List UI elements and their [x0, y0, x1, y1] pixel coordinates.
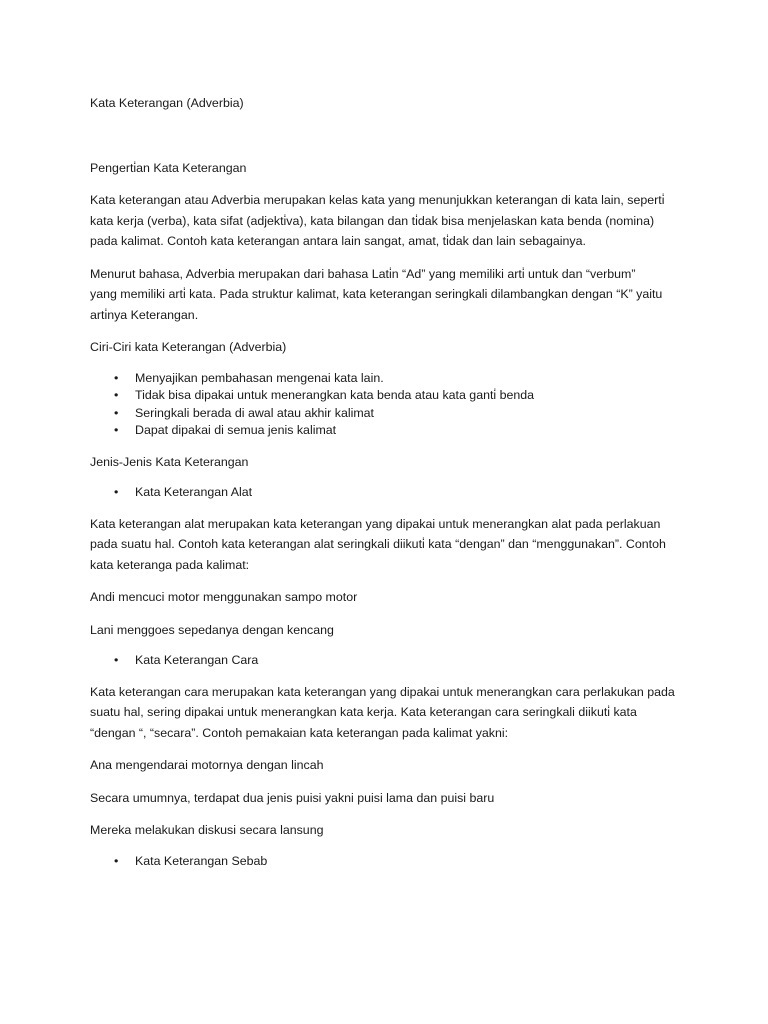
example-alat-2: Lani menggoes sepedanya dengan kencang: [90, 622, 334, 637]
list-item: [90, 405, 708, 423]
paragraph-pengertian: [90, 190, 708, 252]
text-line: pada kalimat. Contoh kata keterangan antara lain sangat, amat, ti̇dak dan lain sebagainya.: [90, 234, 586, 248]
example-cara-3: Mereka melakukan diskusi secara lansung: [90, 823, 324, 837]
paragraph-bahasa: [90, 264, 708, 326]
text-line: “dengan “, “secara”. Contoh pemakaian kata keterangan pada kalimat yakni:: [90, 725, 509, 740]
bullet-icon: •: [114, 370, 119, 385]
list-item-text: Kata Keterangan Alat: [135, 485, 253, 499]
bullet-icon: •: [114, 853, 119, 868]
text-line: Kata keterangan cara merupakan kata keterangan yang dipakai untuk menerangkan cara perlakukan pada: [90, 684, 675, 699]
list-item: [90, 387, 708, 405]
text-line: kata kerja (verba), kata sifat (adjekti̇va), kata bilangan dan ti̇dak bisa menjelaskan kata benda (nomina): [90, 213, 655, 228]
text-line: Kata keterangan alat merupakan kata keterangan yang dipakai untuk menerangkan alat pada perlakuan: [90, 516, 661, 531]
jenis-alat-list: [90, 484, 708, 502]
list-item-text: Seringkali berada di awal atau akhir kalimat: [135, 405, 374, 420]
paragraph-alat: [90, 514, 708, 576]
example-cara-2: Secara umumnya, terdapat dua jenis puisi yakni puisi lama dan puisi baru: [90, 790, 495, 805]
example-alat-1: Andi mencuci motor menggunakan sampo motor: [90, 590, 358, 604]
example-cara-1: Ana mengendarai motornya dengan lincah: [90, 758, 324, 772]
heading-pengertian: Pengerti̇an Kata Keterangan: [90, 160, 247, 175]
bullet-icon: •: [114, 485, 119, 499]
text-line: kata keteranga pada kalimat:: [90, 557, 250, 572]
bullet-icon: •: [114, 653, 119, 667]
document-title: Kata Keterangan (Adverbia): [90, 96, 244, 110]
bullet-icon: •: [114, 423, 119, 437]
bullet-icon: •: [114, 405, 119, 420]
list-item-text: Dapat dipakai di semua jenis kalimat: [135, 423, 337, 437]
ciri-list: [90, 370, 708, 440]
paragraph-cara: [90, 682, 708, 744]
text-line: yang memiliki arti̇ kata. Pada struktur kalimat, kata keterangan seringkali dilambangkan dengan “K” yaitu: [90, 287, 663, 301]
list-item: [90, 484, 708, 502]
bullet-icon: •: [114, 388, 119, 402]
list-item-text: Kata Keterangan Cara: [135, 653, 259, 667]
jenis-sebab-list: [90, 853, 708, 871]
text-line: pada suatu hal. Contoh kata keterangan alat seringkali diikuti̇ kata “dengan” dan “menggunakan”. Contoh: [90, 537, 666, 551]
jenis-cara-list: [90, 652, 708, 670]
heading-ciri: Ciri-Ciri kata Keterangan (Adverbia): [90, 340, 287, 354]
list-item: [90, 370, 708, 388]
list-item: [90, 853, 708, 871]
list-item-text: Kata Keterangan Sebab: [135, 853, 268, 868]
text-line: arti̇nya Keterangan.: [90, 307, 199, 322]
text-line: suatu hal, sering dipakai untuk menerangkan kata kerja. Kata keterangan cara seringkali diikuti̇ kata: [90, 705, 637, 719]
list-item-text: Tidak bisa dipakai untuk menerangkan kata benda atau kata ganti̇ benda: [135, 388, 535, 402]
list-item-text: Menyajikan pembahasan mengenai kata lain.: [135, 370, 384, 385]
heading-jenis: Jenis-Jenis Kata Keterangan: [90, 454, 249, 469]
list-item: [90, 422, 708, 440]
text-line: Menurut bahasa, Adverbia merupakan dari bahasa Lati̇n “Ad” yang memiliki arti̇ untuk dan “verbum”: [90, 266, 636, 281]
list-item: [90, 652, 708, 670]
text-line: Kata keterangan atau Adverbia merupakan kelas kata yang menunjukkan keterangan di kata lain, seperti̇: [90, 193, 665, 207]
